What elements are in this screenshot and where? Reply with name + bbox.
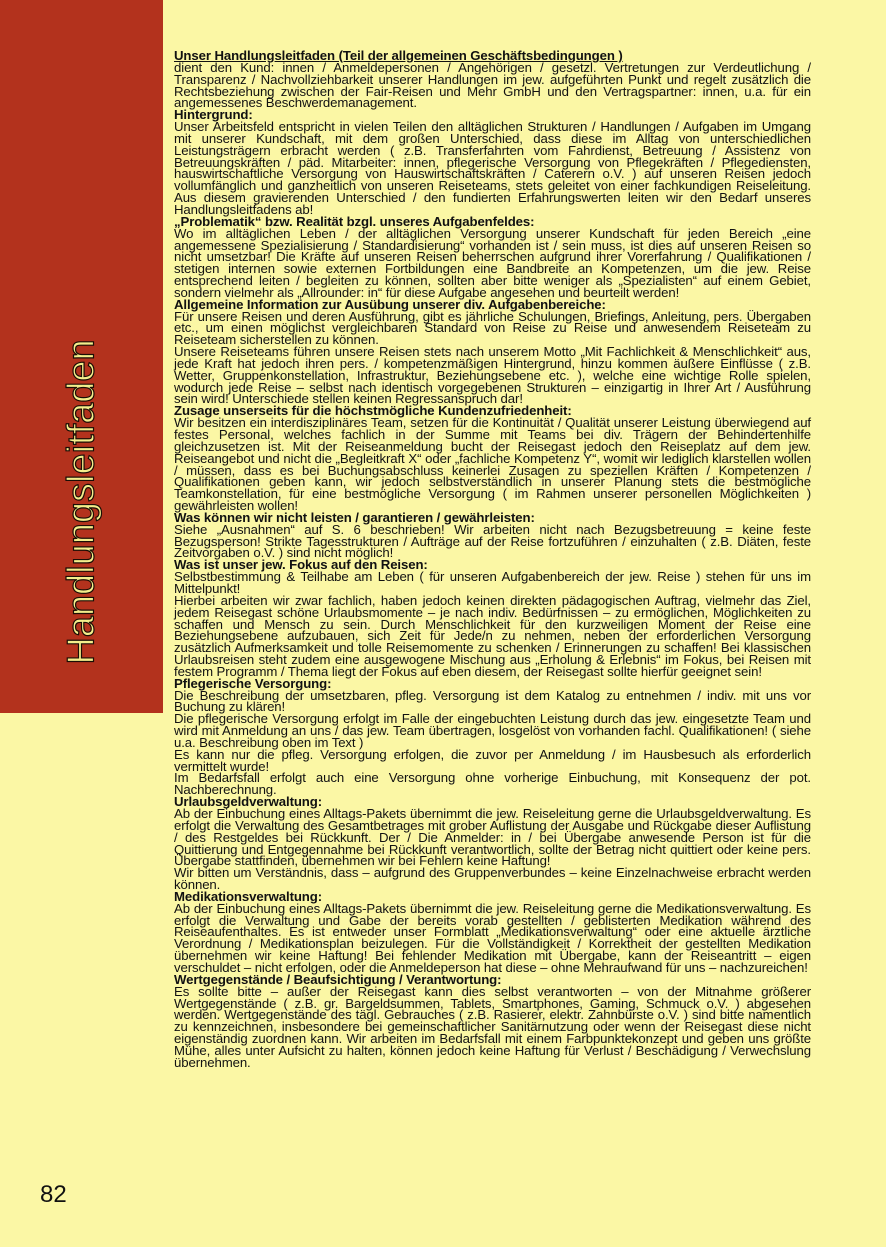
body-paragraph: Unsere Reiseteams führen unsere Reisen stets nach unserem Motto „Mit Fachlichkeit & Menschlichkeit“ aus, jede Kraft hat jedoch ihren pers. / kompetenzmäßigen Hintergrund, hinzu kommen äußere Einflüsse ( z.B. Wetter, Gruppenkonstellation, Infrastruktur, Beziehungsebene etc. ), welche eine wichtige Rolle spielen, wodurch jede Reise – selbst nach identisch vorgegebenen Strukturen – einzigartig in Ihrer Art / Ausführung sein wird! Unterschiede stellen keinen Regressanspruch dar! [174, 344, 811, 407]
body-paragraph: Ab der Einbuchung eines Alltags-Pakets übernimmt die jew. Reiseleitung gerne die Urlaubsgeldverwaltung. Es erfolgt die Verwaltung des Gesamtbetrages mit grober Auflistung der Ausgabe und Rückgabe dieser Auflistung / des Restgeldes bei Rückkunft. Der / Die Anmelder: in / bei Übergabe anwesende Person ist für die Quittierung und Entgegennahme bei Rückkunft verantwortlich, sollte der Betrag nicht quittiert oder keine pers. Übergabe stattfinden, übernehmen wir bei Fehlern keine Haftung! [174, 806, 811, 869]
body-paragraph: Wo im alltäglichen Leben / der alltäglichen Versorgung unserer Kundschaft für jeden Bereich „eine angemessene Spezialisierung / Standardisierung“ vorhanden ist / sein muss, ist dies auf unseren Reisen so nicht umsetzbar! Die Kräfte auf unseren Reisen beherrschen aufgrund ihrer Vorerfahrung / Qualifikationen / stetigen internen sowie externen Fortbildungen eine Bandbreite an Kompetenzen, um die jew. Reise entsprechend leiten / begleiten zu können, sollten aber bitte weniger als „Spezialisten“ auf einem Gebiet, sondern vielmehr als „Allrounder: in“ für diese Aufgabe angesehen und beurteilt werden! [174, 225, 811, 300]
section-heading: Allgemeine Information zur Ausübung unserer div. Aufgabenbereiche: [174, 296, 606, 312]
body-paragraph: Siehe „Ausnahmen“ auf S. 6 beschrieben! Wir arbeiten nicht nach Bezugsbetreuung = keine feste Bezugsperson! Strikte Tagesstrukturen / Aufträge auf der Reise fortzuführen / einzuhalten ( z.B. Diäten, feste Zeitvorgaben o.V. ) sind nicht möglich! [174, 521, 811, 561]
page-number: 82 [40, 1181, 67, 1208]
section-heading: Medikationsverwaltung: [174, 888, 323, 904]
body-paragraph: Wir bitten um Verständnis, dass – aufgrund des Gruppenverbundes – keine Einzelnachweise erbracht werden können. [174, 865, 811, 893]
section-heading: Wertgegenstände / Beaufsichtigung / Verantwortung: [174, 971, 502, 987]
section-heading: „Problematik“ bzw. Realität bzgl. unseres Aufgabenfeldes: [174, 213, 535, 229]
body-paragraph: dient den Kund: innen / Anmeldepersonen / Angehörigen / gesetzl. Vertretungen zur Verdeutlichung / Transparenz / Nachvollziehbarkeit unserer Handlungen im jew. aufgeführten Punkt und regelt zusätzlich die Rechtsbeziehung zwischen der Fair-Reisen und Mehr GmbH und den Vertragspartner: innen, u.a. für ein angemessenes Beschwerdemanagement. [174, 59, 811, 111]
body-paragraph: Für unsere Reisen und deren Ausführung, gibt es jährliche Schulungen, Briefings, Anleitung, pers. Übergaben etc., um einen möglichst vergleichbaren Standard von Reise zu Reise und anwesendem Reiseteam zu Reiseteam sicherstellen zu können. [174, 308, 811, 348]
section-heading: Urlaubsgeldverwaltung: [174, 794, 323, 810]
body-paragraph: Wir besitzen ein interdisziplinäres Team, setzen für die Kontinuität / Qualität unserer Leistung überwiegend auf festes Personal, welches fachlich in der Summe mit Teams bei div. Trägern der Behindertenhilfe gleichzusetzen ist. Mit der Reiseanmeldung bucht der Reisegast jedoch den Reiseplatz auf dem jew. Reiseangebot und nicht die „Begleitkraft X“ oder „fachliche Kompetenz Y“, womit wir lediglich klarstellen wollen / müssen, dass es bei Buchungsabschluss keinerlei Zusagen zu speziellen Kräften / Kompetenzen / Qualifikationen geben kann, wir jedoch selbstverständlich in unserer Planung stets die bestmögliche Teamkonstellation, für eine bestmögliche Versorgung ( im Rahmen unserer personellen Möglichkeiten ) gewährleisten wollen! [174, 415, 811, 514]
body-paragraph: Die Beschreibung der umsetzbaren, pfleg. Versorgung ist dem Katalog zu entnehmen / indiv. mit uns vor Buchung zu klären! [174, 687, 811, 715]
sidebar-band [0, 0, 163, 713]
body-paragraph: Hierbei arbeiten wir zwar fachlich, haben jedoch keinen direkten pädagogischen Auftrag, vielmehr das Ziel, jedem Reisegast schöne Urlaubsmomente – je nach indiv. Bedürfnissen – zu ermöglichen, Möglichkeiten zu schaffen und Mensch zu sein. Durch Menschlichkeit für den kurzweiligen Moment der Reise eine Beziehungsebene aufzubauen, sich Zeit für Jede/n zu nehmen, neben der erforderlichen Versorgung zusätzlich Aufmerksamkeit und tolle Reisemomente zu schenken / Erinnerungen zu schaffen! Bei klassischen Urlaubsreisen steht zudem eine ausgewogene Mischung aus „Erholung & Erlebnis“ im Fokus, bei Reisen mit festem Programm / Thema liegt der Fokus auf eben diesem, der Reisegast sollte hierfür geeignet sein! [174, 592, 811, 679]
section-heading: Hintergrund: [174, 107, 253, 123]
section-heading: Was ist unser jew. Fokus auf den Reisen: [174, 557, 428, 573]
section-heading: Zusage unserseits für die höchstmögliche Kundenzufriedenheit: [174, 403, 572, 419]
body-paragraph: Es sollte bitte – außer der Reisegast kann dies selbst verantworten – von der Mitnahme größerer Wertgegenstände ( z.B. gr. Bargeldsummen, Tablets, Smartphones, Gaming, Schmuck o.V. ) abgesehen werden. Wertgegenstände des tägl. Gebrauches ( z.B. Rasierer, elektr. Zahnbürste o.V. ) sind bitte namentlich zu kennzeichnen, insbesondere bei gemeinschaftlicher Sanitärnutzung oder wenn der Reisegast diese nicht eigenständig zuordnen kann. Wir arbeiten im Bedarfsfall mit einem Farbpunktekonzept und geben uns größte Mühe, alles unter Aufsicht zu halten, können jedoch keine Haftung für Verlust / Beschädigung / Verwechslung übernehmen. [174, 983, 811, 1070]
body-paragraph: Es kann nur die pfleg. Versorgung erfolgen, die zuvor per Anmeldung / im Hausbesuch als erforderlich vermittelt wurde! [174, 746, 811, 774]
document-title: Unser Handlungsleitfaden (Teil der allgemeinen Geschäftsbedingungen ) [174, 48, 623, 63]
section-heading: Pflegerische Versorgung: [174, 675, 332, 691]
body-paragraph: Ab der Einbuchung eines Alltags-Pakets übernimmt die jew. Reiseleitung gerne die Medikationsverwaltung. Es erfolgt die Verwaltung und Gabe der bereits vorab gestellten / geblisterten Medikation während des Reiseaufenthaltes. Es ist entweder unser Formblatt „Medikationsverwaltung“ oder eine aktuelle ärztliche Verordnung / Medikationsplan beizulegen. Für die Vollständigkeit / Korrektheit der gestellten Medikation übernehmen wir keine Haftung! Bei fehlender Medikation mit Übergabe, kann der Reiseantritt – eigen verschuldet – nicht erfolgen, oder die Anmeldeperson hat diese – ohne Mehraufwand für uns – nachzureichen! [174, 900, 811, 975]
body-paragraph: Die pflegerische Versorgung erfolgt im Falle der eingebuchten Leistung durch das jew. eingesetzte Team und wird mit Anmeldung an uns / das jew. Team übertragen, losgelöst von vorhanden fachl. Qualifikationen! ( siehe u.a. Beschreibung oben im Text ) [174, 711, 811, 750]
body-paragraph: Selbstbestimmung & Teilhabe am Leben ( für unseren Aufgabenbereich der jew. Reise ) stehen für uns im Mittelpunkt! [174, 569, 811, 596]
body-paragraph: Im Bedarfsfall erfolgt auch eine Versorgung ohne vorherige Einbuchung, mit Konsequenz der pot. Nachberechnung. [174, 770, 811, 798]
document-body [174, 50, 811, 1069]
section-heading: Was können wir nicht leisten / garantieren / gewährleisten: [174, 509, 535, 525]
section-title-vertical: Handlungsleitfaden [60, 339, 103, 665]
body-paragraph: Unser Arbeitsfeld entspricht in vielen Teilen den alltäglichen Strukturen / Handlungen / Aufgaben im Umgang mit unserer Kundschaft, mit dem großen Unterschied, dass diese im Alltag von unterschiedlichen Leistungsträgern erbracht werden ( z.B. Transferfahrten vom Fahrdienst, Betreuung / Assistenz von Betreuungskräften / päd. Mitarbeiter: innen, pflegerische Versorgung von Pflegekräften / Pflegediensten, hauswirtschaftliche Versorgung von Hauswirtschaftskräften / Caterern o.V. ) auf unseren Reisen jedoch vollumfänglich und ganzheitlich von unseren Reiseteams, stets geleitet von einer fachkundigen Reiseleitung. Aus diesem gravierenden Unterschied / den fundierten Erfahrungswerten leiten wir den Bedarf unseres Handlungsleitfadens ab! [174, 119, 811, 217]
